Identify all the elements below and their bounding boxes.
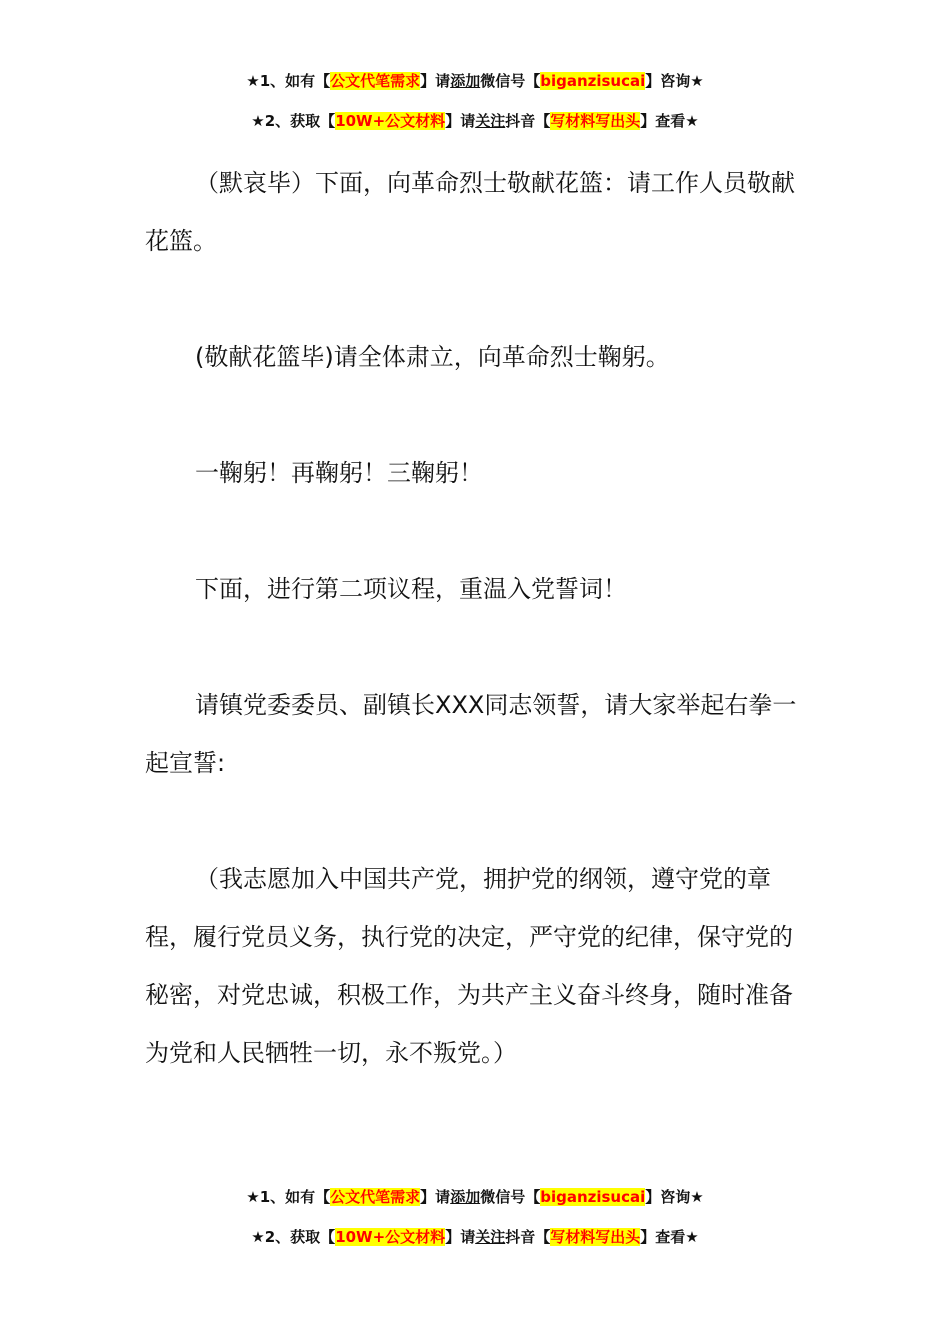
footer-ad-line-2 — [0, 1226, 950, 1248]
ad-line1-suffix: 】咨询★ — [645, 72, 704, 90]
ad-line2-mid1: 】请 — [445, 1228, 476, 1246]
body-paragraph-4: 下面，进行第二项议程，重温入党誓词！ — [195, 575, 627, 603]
header-ad-line-1 — [0, 70, 950, 92]
ad-line1-mid2: 微信号【 — [480, 1188, 541, 1206]
ad-line1-prefix: ★1、如有【 — [246, 72, 331, 90]
body-paragraph-5: 请镇党委委员、副镇长XXX同志领誓，请大家举起右拳一起宣誓: — [145, 691, 797, 777]
ad-line1-highlight-service: 公文代笔需求 — [330, 1188, 421, 1206]
ad-line1-highlight-wechat-id: biganzisucai — [540, 72, 646, 90]
ad-line2-mid2: 抖音【 — [505, 1228, 551, 1246]
ad-line2-mid2: 抖音【 — [505, 112, 551, 130]
ad-line2-highlight-douyin-account: 写材料写出头 — [550, 1228, 641, 1246]
ad-line1-suffix: 】咨询★ — [645, 1188, 704, 1206]
ad-line2-highlight-materials: 10W+公文材料 — [335, 1228, 446, 1246]
ad-line2-highlight-materials: 10W+公文材料 — [335, 112, 446, 130]
ad-line1-mid1: 】请 — [420, 1188, 451, 1206]
ad-line1-mid2: 微信号【 — [480, 72, 541, 90]
ad-line1-emphasis: 添加 — [450, 72, 481, 90]
ad-line1-highlight-service: 公文代笔需求 — [330, 72, 421, 90]
body-paragraph-6: （我志愿加入中国共产党，拥护党的纲领，遵守党的章程，履行党员义务，执行党的决定，严守党的纪律，保守党的秘密，对党忠诚，积极工作，为共产主义奋斗终身，随时准备为党和人民牺牲一切，永不叛党。） — [145, 865, 793, 1067]
body-paragraph-2: (敬献花篮毕)请全体肃立，向革命烈士鞠躬。 — [195, 343, 670, 371]
header-ad-line-2 — [0, 110, 950, 132]
ad-line1-prefix: ★1、如有【 — [246, 1188, 331, 1206]
body-paragraph-3: 一鞠躬！再鞠躬！三鞠躬！ — [195, 459, 483, 487]
ad-line2-prefix: ★2、获取【 — [251, 112, 336, 130]
ad-line1-emphasis: 添加 — [450, 1188, 481, 1206]
footer-ad-line-1 — [0, 1186, 950, 1208]
ad-line1-highlight-wechat-id: biganzisucai — [540, 1188, 646, 1206]
ad-line2-emphasis: 关注 — [475, 1228, 506, 1246]
ad-line1-mid1: 】请 — [420, 72, 451, 90]
ad-line2-suffix: 】查看★ — [640, 112, 699, 130]
ad-line2-suffix: 】查看★ — [640, 1228, 699, 1246]
ad-line2-highlight-douyin-account: 写材料写出头 — [550, 112, 641, 130]
ad-line2-prefix: ★2、获取【 — [251, 1228, 336, 1246]
ad-line2-mid1: 】请 — [445, 112, 476, 130]
body-paragraph-1: （默哀毕）下面，向革命烈士敬献花篮：请工作人员敬献花篮。 — [145, 169, 795, 255]
ad-line2-emphasis: 关注 — [475, 112, 506, 130]
